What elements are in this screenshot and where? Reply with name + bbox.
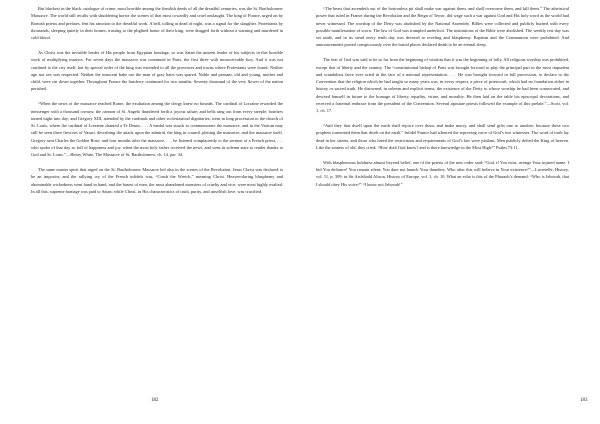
paragraph: The same master spirit that urged on the St. Bartholomew Massacre led also in the scenes of the Revolution. Jesus Christ was declared to be an impostor, and the rallying cry of the French infidels was, “Crush the Wretch,” meaning Christ. Heaven-daring blasphemy and abominable wickedness went hand in hand, and the basest of men, the most abandoned monsters of cruelty and vice, were most highly exalted. In all this, supreme homage was paid to Satan; while Christ, in His characteristics of truth, purity, and unselfish love, was crucified.: [31, 167, 283, 195]
right-text-column: [316, 5, 569, 196]
page-number: 182: [151, 398, 159, 403]
page-number: 183: [580, 398, 588, 403]
paragraph: With blasphemous boldness almost beyond belief, one of the priests of the new order said: “God, if You exist, avenge Your injured name. I bid You defiance! You remain silent; You dare not launch Your thunders. Who after this will believe in Your existence?”—Lacretelle, History, vol. 11, p. 309; in Sir Archibald Alison, History of Europe, vol. 1, ch. 10. What an echo is this of the Pharaoh’s demand: “Who is Jehovah, that I should obey His voice?” “I know not Jehovah!”: [316, 159, 569, 187]
paragraph: The fear of God was said to be so far from the beginning of wisdom that it was the beginning of folly. All religious worship was prohibited, except that of liberty and the country. The “constitutional bishop of Paris was brought forward to play the principal part in the most impudent and scandalous farce ever acted in the face of a national representation. . . . He was brought forward in full procession, to declare to the Convention that the religion which he had taught so many years was, in every respect, a piece of priestcraft, which had no foundation either in history or sacred truth. He disowned, in solemn and explicit terms, the existence of the Deity to whose worship he had been consecrated, and devoted himself in future to the homage of liberty, equality, virtue, and morality. He then laid on the table his episcopal decorations, and received a fraternal embrace from the president of the Convention. Several apostate priests followed the example of this prelate.”—Scott, vol. 1, ch. 17.: [316, 57, 569, 114]
paragraph: But blackest in the black catalogue of crime, most horrible among the fiendish deeds of all the dreadful centuries, was the St. Bartholomew Massacre. The world still recalls with shuddering horror the scenes of that most cowardly and cruel onslaught. The king of France, urged on by Romish priests and prelates, lent his sanction to the dreadful work. A bell, tolling at dead of night, was a signal for the slaughter. Protestants by thousands, sleeping quietly in their homes, trusting to the plighted honor of their king, were dragged forth without a warning and murdered in cold blood.: [31, 6, 283, 41]
paragraph: “When the news of the massacre reached Rome, the exultation among the clergy knew no bounds. The cardinal of Lorraine rewarded the messenger with a thousand crowns; the cannon of St. Angelo thundered forth a joyous salute; and bells rang out from every steeple; bonfires turned night into day; and Gregory XIII, attended by the cardinals and other ecclesiastical dignitaries, went in long procession to the church of St. Louis, where the cardinal of Lorraine chanted a Te Deum. . . . A medal was struck to commemorate the massacre, and in the Vatican may still be seen three frescoes of Vasari, describing the attack upon the admiral, the king in council plotting the massacre, and the massacre itself. Gregory sent Charles the Golden Rose; and four months after the massacre, . . . he listened complacently to the sermon of a French priest, . . . who spoke of that day so full of happiness and joy, when the most holy father received the news, and went in solemn state to render thanks to God and St. Louis.”—Henry White, The Massacre of St. Bartholomew, ch. 14, par. 34.: [31, 101, 283, 158]
paragraph: “The beast that ascendeth out of the bottomless pit shall make war against them, and shall overcome them, and kill them.” The atheistical power that ruled in France during the Revolution and the Reign of Terror, did wage such a war against God and His holy word as the world had never witnessed. The worship of the Deity was abolished by the National Assembly. Bibles were collected and publicly burned with every possible manifestation of scorn. The law of God was trampled underfoot. The institutions of the Bible were abolished. The weekly rest day was set aside, and in its stead every tenth day was devoted to reveling and blasphemy. Baptism and the Communion were prohibited. And announcements posted conspicuously over the burial places declared death to be an eternal sleep.: [316, 6, 569, 48]
right-page: [300, 0, 600, 424]
left-text-column: [31, 5, 283, 203]
paragraph: “And they that dwell upon the earth shall rejoice over them, and make merry, and shall send gifts one to another; because these two prophets tormented them that dwelt on the earth.” Infidel France had silenced the reproving voice of God’s two witnesses. The word of truth lay dead in her streets, and those who hated the restrictions and requirements of God’s law were jubilant. Men publicly defied the King of heaven. Like the sinners of old, they cried: “How doth God know? and is there knowledge in the Most High?” Psalm 73:11.: [316, 123, 569, 151]
paragraph: As Christ was the invisible leader of His people from Egyptian bondage, so was Satan the unseen leader of his subjects in this horrible work of multiplying martyrs. For seven days the massacre was continued in Paris, the first three with inconceivable fury. And it was not confined to the city itself, but by special order of the king was extended to all the provinces and towns where Protestants were found. Neither age nor sex was respected. Neither the innocent babe nor the man of gray hairs was spared. Noble and peasant, old and young, mother and child, were cut down together. Throughout France the butchery continued for two months. Seventy thousand of the very flower of the nation perished.: [31, 49, 283, 92]
